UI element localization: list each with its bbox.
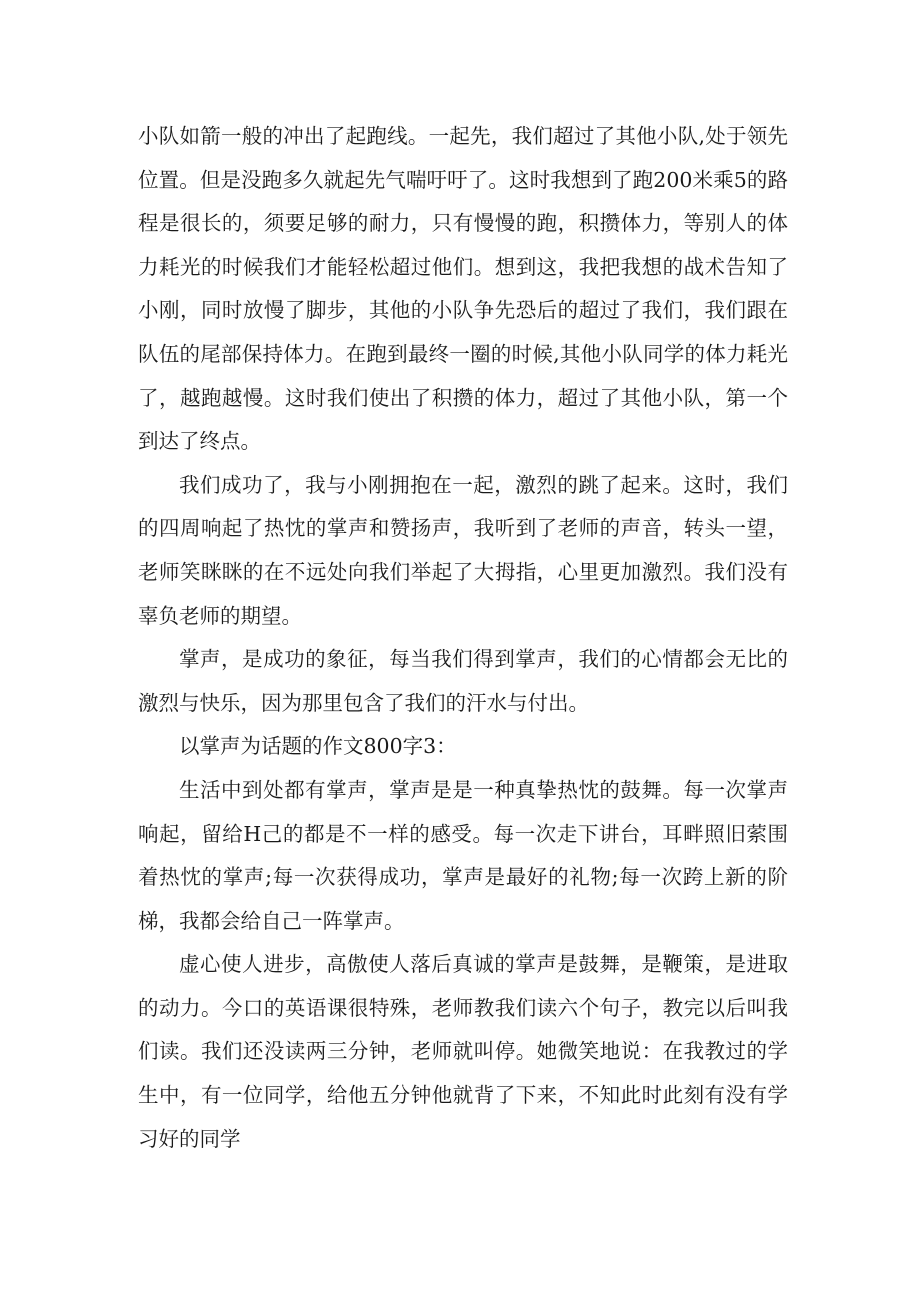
- paragraph-3: 掌声，是成功的象征，每当我们得到掌声，我们的心情都会无比的激烈与快乐，因为那里包含了我们的汗水与付出。: [138, 647, 788, 715]
- paragraph-4: 生活中到处都有掌声，掌声是是一种真挚热忱的鼓舞。每一次掌声响起，留给H己的都是不一样的感受。每一次走下讲台，耳畔照旧萦围着热忱的掌声;每一次获得成功，掌声是最好的礼物;每一次跨上新的阶梯，我都会给自己一阵掌声。: [138, 777, 788, 933]
- paragraph-5: 虚心使人进步，高傲使人落后真诚的掌声是鼓舞，是鞭策，是进取的动力。今口的英语课很特殊，老师教我们读六个句子，教完以后叫我们读。我们还没读两三分钟，老师就叫停。她微笑地说：在我教过的学生中，有一位同学，给他五分钟他就背了下来，不知此时此刻有没有学习好的同学: [138, 952, 788, 1151]
- article-body: [138, 115, 788, 1161]
- section-heading: 以掌声为话题的作文800字3：: [179, 734, 457, 759]
- paragraph-1: 小队如箭一般的冲出了起跑线。一起先，我们超过了其他小队,处于领先位置。但是没跑多久就起先气喘吁吁了。这时我想到了跑200米乘5的路程是很长的，须要足够的耐力，只有慢慢的跑，积攒体力，等别人的体力耗光的时候我们才能轻松超过他们。想到这，我把我想的战术告知了小刚，同时放慢了脚步，其他的小队争先恐后的超过了我们，我们跟在队伍的尾部保持体力。在跑到最终一圈的时候,其他小队同学的体力耗光了，越跑越慢。这时我们使出了积攒的体力，超过了其他小队，第一个到达了终点。: [138, 124, 788, 454]
- paragraph-2: 我们成功了，我与小刚拥抱在一起，激烈的跳了起来。这时，我们的四周响起了热忱的掌声和赞扬声，我听到了老师的声音，转头一望，老师笑眯眯的在不远处向我们举起了大拇指，心里更加激烈。我们没有辜负老师的期望。: [138, 472, 788, 628]
